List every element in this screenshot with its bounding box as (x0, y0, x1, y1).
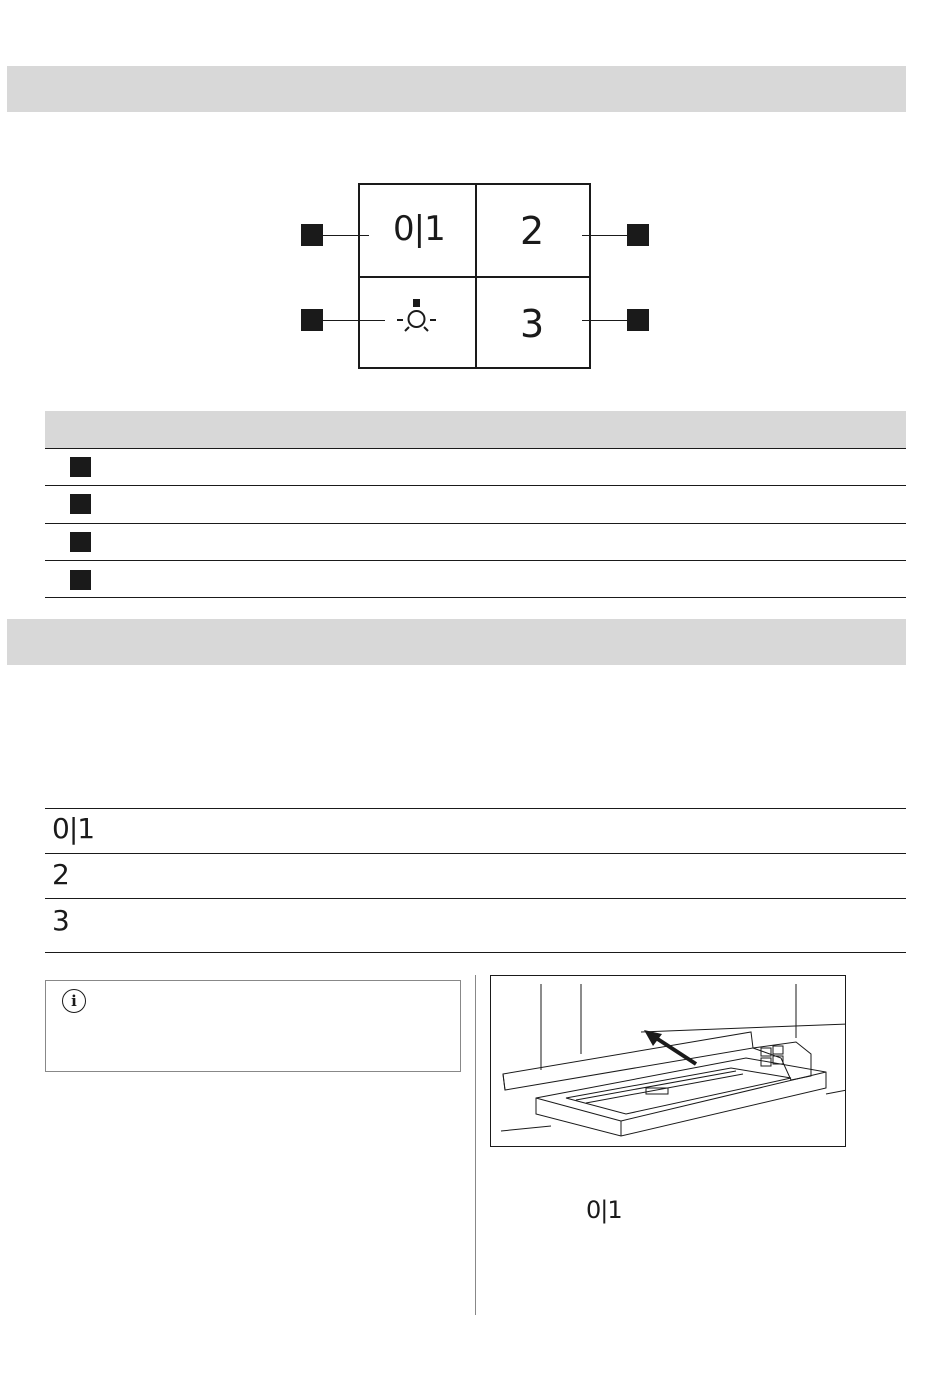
callout-leader-2 (582, 235, 627, 236)
callout-marker-3 (301, 309, 323, 331)
info-icon: i (62, 989, 86, 1013)
hood-pull-out-illustration (490, 975, 846, 1147)
function-table-header (45, 411, 906, 448)
table-row-marker-4 (70, 570, 91, 590)
column-divider (475, 975, 476, 1315)
callout-marker-4 (627, 309, 649, 331)
callout-marker-2 (627, 224, 649, 246)
speed-list-divider (45, 808, 906, 809)
speed-2-key[interactable]: 2 (520, 209, 544, 253)
info-note-box (45, 980, 461, 1072)
callout-leader-3 (323, 320, 385, 321)
section-header-band-1 (7, 66, 906, 112)
table-row-divider (45, 448, 906, 449)
callout-leader-4 (582, 320, 627, 321)
speed-list-divider (45, 853, 906, 854)
table-row-divider (45, 597, 906, 598)
inline-on-off-symbol: 0|1 (586, 1196, 622, 1224)
speed-list-divider (45, 898, 906, 899)
speed-list-item-3: 3 (52, 904, 69, 937)
speed-list-divider (45, 952, 906, 953)
table-row-divider (45, 485, 906, 486)
callout-leader-1 (323, 235, 369, 236)
on-off-key[interactable]: 0|1 (393, 209, 445, 249)
panel-divider-horizontal (360, 276, 589, 278)
speed-list-item-1: 0|1 (52, 812, 95, 845)
table-row-marker-1 (70, 457, 91, 477)
speed-list-item-2: 2 (52, 858, 69, 891)
section-header-band-2 (7, 619, 906, 665)
speed-3-key[interactable]: 3 (520, 302, 544, 346)
table-row-divider (45, 560, 906, 561)
hood-drawing (491, 976, 846, 1147)
table-row-marker-2 (70, 494, 91, 514)
table-row-divider (45, 523, 906, 524)
callout-marker-1 (301, 224, 323, 246)
light-icon[interactable] (395, 298, 439, 342)
table-row-marker-3 (70, 532, 91, 552)
